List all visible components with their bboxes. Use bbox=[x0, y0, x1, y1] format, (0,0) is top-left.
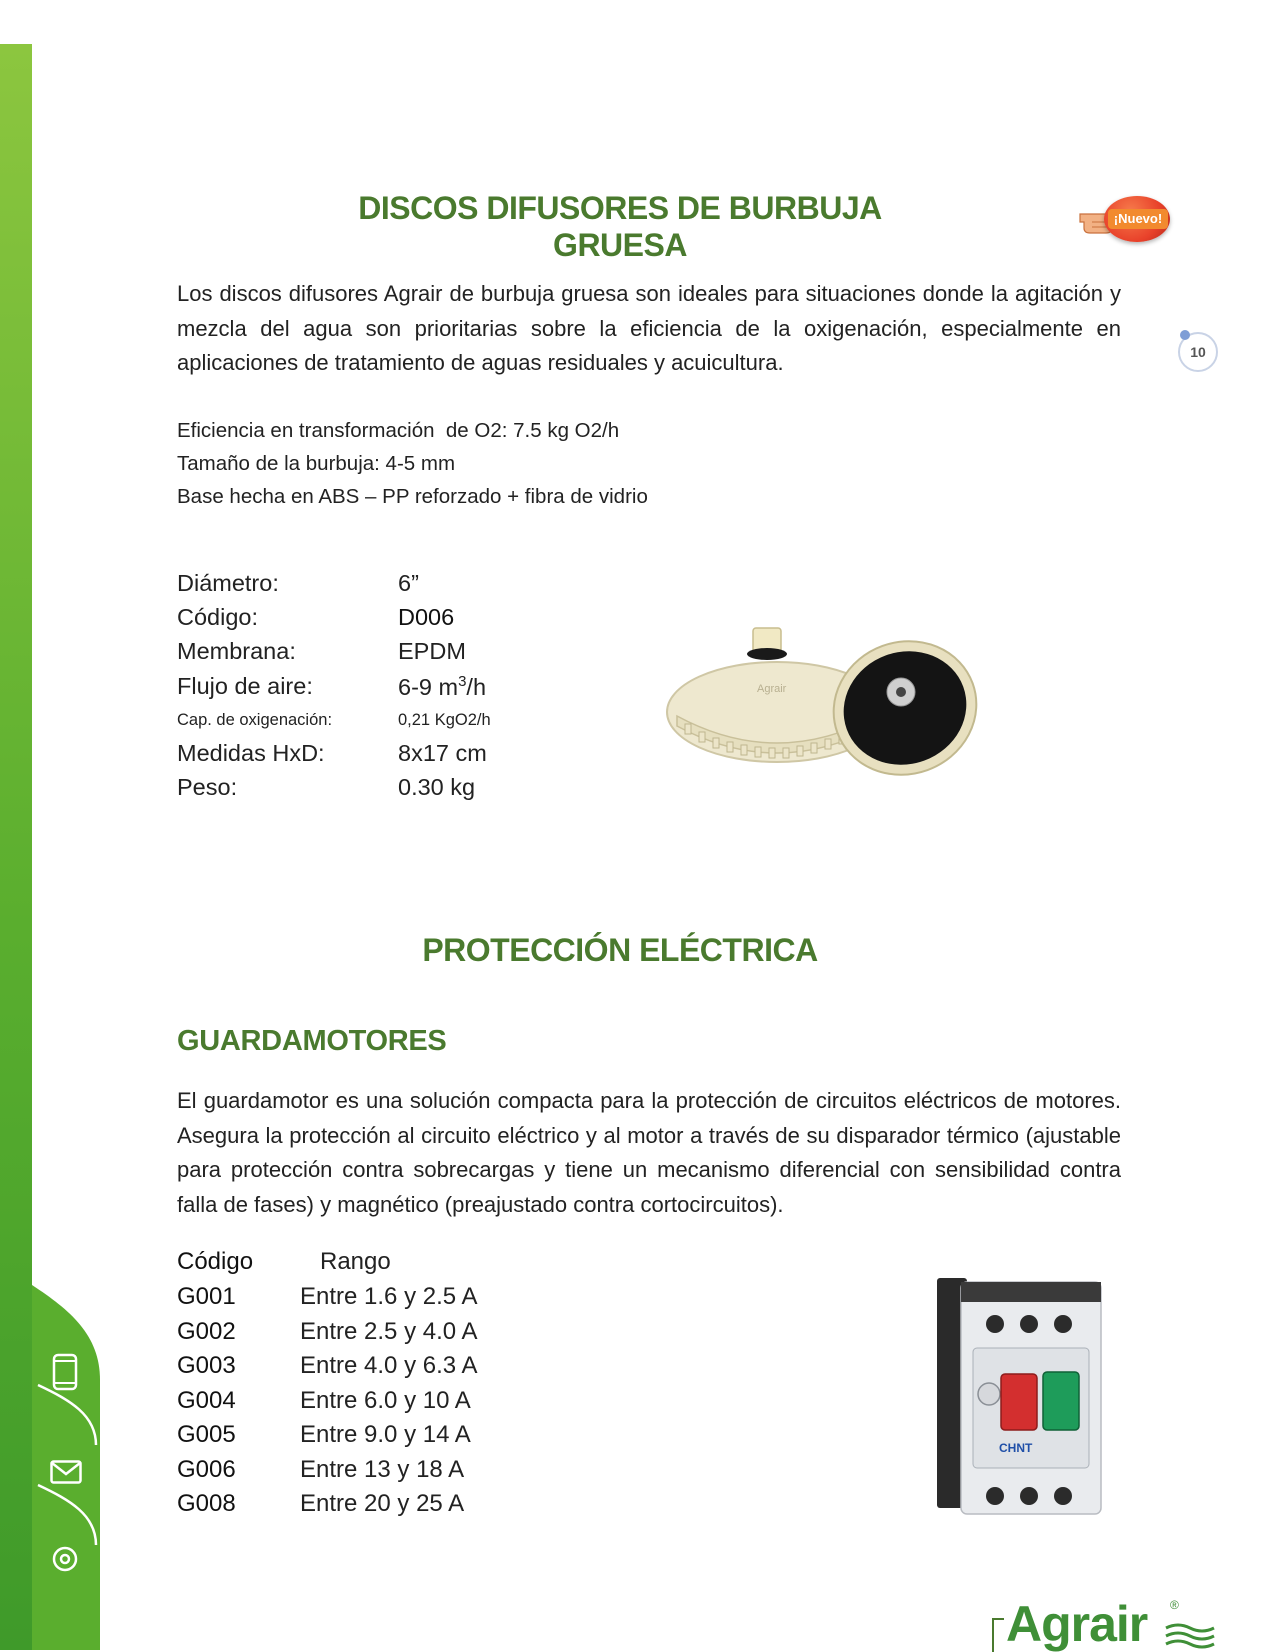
oxigenacion-label: Cap. de oxigenación: bbox=[177, 711, 333, 729]
agrair-logo-bracket bbox=[992, 1618, 1004, 1652]
nuevo-badge bbox=[1078, 192, 1178, 248]
medidas-value: 8x17 cm bbox=[398, 740, 487, 766]
table-row-code: G004 bbox=[177, 1387, 236, 1414]
page-number: 10 bbox=[1178, 332, 1218, 372]
table-row-code: G008 bbox=[177, 1490, 236, 1517]
table-row-range: Entre 13 y 18 A bbox=[300, 1456, 465, 1483]
water-waves-icon bbox=[1164, 1622, 1220, 1650]
discos-spec-eficiencia: Eficiencia en transformación de O2: 7.5 kg O2/h bbox=[177, 419, 620, 442]
medidas-label: Medidas HxD: bbox=[177, 740, 325, 766]
agrair-logo bbox=[992, 1598, 1232, 1650]
table-header-codigo: Código bbox=[177, 1248, 254, 1275]
flujo-value-unit: /h bbox=[466, 673, 487, 700]
codigo-value: D006 bbox=[398, 604, 455, 630]
table-row-code: G002 bbox=[177, 1318, 236, 1345]
nuevo-badge-label: ¡Nuevo! bbox=[1108, 209, 1168, 229]
section-title-discos: DISCOS DIFUSORES DE BURBUJA GRUESA bbox=[358, 190, 882, 263]
motor-protector-brand: CHNT bbox=[999, 1441, 1033, 1455]
peso-label: Peso: bbox=[177, 774, 238, 800]
table-row-code: G001 bbox=[177, 1283, 236, 1310]
membrana-value: EPDM bbox=[398, 638, 466, 664]
table-row-range: Entre 20 y 25 A bbox=[300, 1490, 465, 1517]
agrair-logo-text: Agrair bbox=[1006, 1596, 1148, 1652]
table-row-range: Entre 4.0 y 6.3 A bbox=[300, 1352, 478, 1379]
discos-spec-burbuja: Tamaño de la burbuja: 4-5 mm bbox=[177, 452, 456, 475]
section-title-proteccion: PROTECCIÓN ELÉCTRICA bbox=[422, 932, 818, 968]
peso-value: 0.30 kg bbox=[398, 774, 476, 800]
location-icon[interactable] bbox=[52, 1546, 78, 1650]
section-subtitle-guardamotores: GUARDAMOTORES bbox=[177, 1025, 447, 1057]
agrair-registered-mark: ® bbox=[1170, 1598, 1179, 1612]
table-row-code: G003 bbox=[177, 1352, 236, 1379]
table-header-rango: Rango bbox=[320, 1248, 391, 1275]
table-row-code: G005 bbox=[177, 1421, 236, 1448]
flujo-value-exponent: 3 bbox=[458, 673, 467, 690]
discos-description: Los discos difusores Agrair de burbuja gruesa son ideales para situaciones donde la agitación y mezcla del agua son prioritarias sobre la eficiencia de la oxigenación, especialmente en aplicaciones de tratamiento de aguas residuales y acuicultura. bbox=[177, 281, 1121, 375]
page-number-dot bbox=[1180, 330, 1190, 340]
table-row-code: G006 bbox=[177, 1456, 236, 1483]
table-row-range: Entre 9.0 y 14 A bbox=[300, 1421, 471, 1448]
flujo-label: Flujo de aire: bbox=[177, 673, 313, 699]
codigo-label: Código: bbox=[177, 604, 258, 630]
guardamotores-description: El guardamotor es una solución compacta para la protección de circuitos eléctricos de motores. Asegura la protección al circuito eléctrico y al motor a través de su disparador térmico (ajustable para protección contra sobrecargas y tiene un mecanismo diferencial con sensibilidad contra falla de fases) y magnético (preajustado contra cortocircuitos). bbox=[177, 1088, 1121, 1217]
flujo-value bbox=[398, 673, 486, 701]
diametro-value: 6” bbox=[398, 570, 419, 596]
disc-diffuser-image bbox=[665, 620, 995, 780]
oxigenacion-value: 0,21 KgO2/h bbox=[398, 711, 491, 729]
phone-icon[interactable] bbox=[52, 1353, 78, 1391]
flujo-value-base: 6-9 m bbox=[398, 673, 459, 700]
discos-spec-base: Base hecha en ABS – PP reforzado + fibra de vidrio bbox=[177, 485, 648, 508]
table-row-range: Entre 6.0 y 10 A bbox=[300, 1387, 471, 1414]
membrana-label: Membrana: bbox=[177, 638, 296, 664]
table-row-range: Entre 1.6 y 2.5 A bbox=[300, 1283, 478, 1310]
table-row-range: Entre 2.5 y 4.0 A bbox=[300, 1318, 478, 1345]
mail-icon[interactable] bbox=[50, 1460, 82, 1484]
diametro-label: Diámetro: bbox=[177, 570, 279, 596]
disc-logo-text: Agrair bbox=[757, 683, 787, 695]
motor-protector-image bbox=[925, 1268, 1125, 1524]
